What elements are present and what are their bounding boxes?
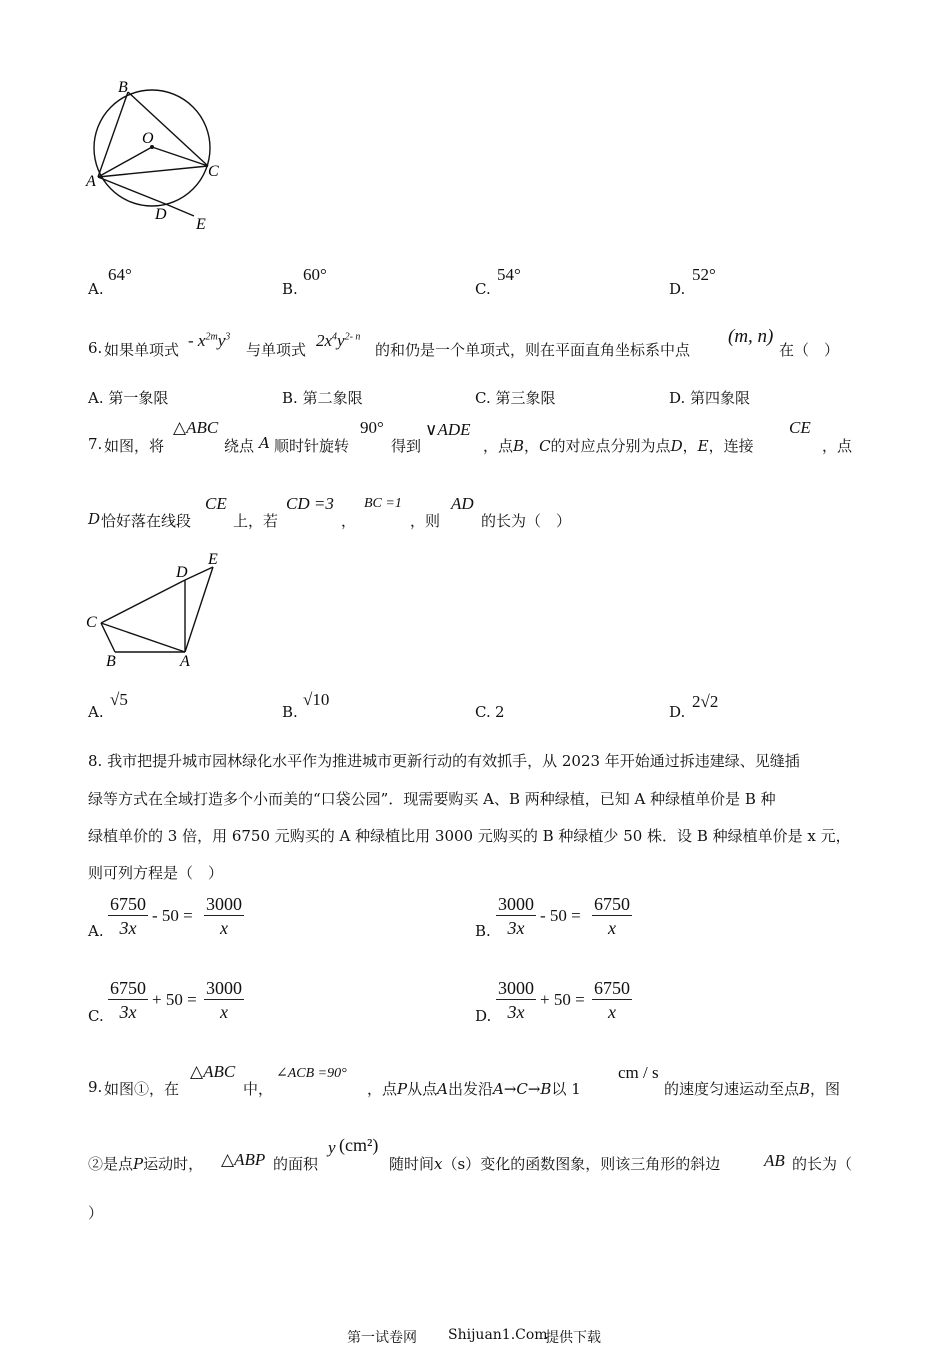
- q9-number: 9.: [88, 1078, 103, 1096]
- q7-triangle-ade: ∨ADE: [425, 420, 471, 439]
- q5-label-o: O: [142, 130, 154, 147]
- q7-text-5: ，点B，C的对应点分别为点D，E，连接: [483, 437, 754, 455]
- q5-label-b: B: [118, 79, 128, 96]
- q9-l2-text-4: 随时间x（s）变化的函数图象，则该三角形的斜边: [389, 1155, 721, 1173]
- q8-option-c-operator: + 50 =: [152, 990, 197, 1009]
- footer-site-url[interactable]: Shijuan1.Com: [448, 1327, 548, 1343]
- q5-label-a: A: [86, 173, 96, 190]
- q9-triangle-abc: △ABC: [190, 1062, 236, 1081]
- q7-option-a-letter: A.: [88, 703, 104, 721]
- q7-l2-point-d: D: [88, 510, 101, 528]
- q9-l3: ）: [88, 1204, 104, 1222]
- q9-text-3: ，点P从点A出发沿A→C→B以 1: [367, 1080, 581, 1098]
- q7-number: 7.: [88, 435, 103, 453]
- q6-text-2: 与单项式: [246, 341, 307, 359]
- q7-l2-bc: BC =1: [364, 496, 402, 511]
- q8-option-b-frac-2: $\frac{6750}{x}$: [594, 894, 630, 938]
- q8-line-3: 绿植单价的 3 倍，用 6750 元购买的 A 种绿植比用 3000 元购买的 B 种绿植少 50 株．设 B 种绿植单价是 x 元，: [88, 827, 851, 845]
- q8-option-c-frac-1: $\frac{6750}{3x}$: [110, 978, 146, 1022]
- q9-text-2: 中，: [243, 1080, 274, 1098]
- q6-option-a: A. 第一象限: [88, 389, 169, 407]
- q5-option-d-letter: D.: [669, 280, 686, 298]
- q9-l2-text-6: 的长为（: [792, 1155, 853, 1173]
- q6-option-c: C. 第三象限: [475, 389, 556, 407]
- q7-l2-ad: AD: [451, 494, 474, 513]
- q8-option-a-operator: - 50 =: [152, 906, 193, 925]
- q5-option-b-value: 60°: [303, 265, 327, 284]
- q8-option-d-operator: + 50 =: [540, 990, 585, 1009]
- q7-text-2: 绕点: [224, 437, 255, 455]
- q9-l2-unit: (cm²): [339, 1135, 379, 1155]
- q7-fig-label-e: E: [208, 551, 218, 568]
- q7-text-8: ，点: [822, 437, 853, 455]
- q8-option-b-operator: - 50 =: [540, 906, 581, 925]
- q7-option-d-value: 2√2: [692, 692, 719, 711]
- q8-option-b-frac-1: $\frac{3000}{3x}$: [498, 894, 534, 938]
- q5-label-e: E: [196, 216, 206, 233]
- q7-l2-segment-ce: CE: [205, 494, 227, 513]
- q8-option-a-frac-2: $\frac{3000}{x}$: [206, 894, 242, 938]
- q6-text-3: 的和仍是一个单项式，则在平面直角坐标系中点: [375, 341, 691, 359]
- q7-option-b-letter: B.: [282, 703, 298, 721]
- q9-l2-text-1: ②是点P运动时，: [88, 1155, 204, 1173]
- q6-text-4: 在（ ）: [779, 341, 840, 359]
- q5-option-a-value: 64°: [108, 265, 132, 284]
- q8-option-c-frac-2: $\frac{3000}{x}$: [206, 978, 242, 1022]
- q7-option-a-value: √5: [110, 690, 128, 709]
- q7-triangle-abc: △ABC: [173, 418, 219, 437]
- q5-label-c: C: [208, 163, 219, 180]
- q7-option-d-letter: D.: [669, 703, 686, 721]
- q7-l2-comma-2: ，则: [410, 512, 441, 530]
- q7-text-4: 得到: [391, 437, 422, 455]
- q6-monomial-2: $2x^4y^{2- n}$: [316, 331, 361, 350]
- q5-label-d: D: [155, 206, 167, 223]
- q7-option-b-value: √10: [303, 690, 330, 709]
- q6-option-d: D. 第四象限: [669, 389, 751, 407]
- q6-option-b: B. 第二象限: [282, 389, 363, 407]
- q6-point: (m, n): [728, 326, 774, 347]
- q5-option-d-value: 52°: [692, 265, 716, 284]
- q8-option-a-frac-1: $\frac{6750}{3x}$: [110, 894, 146, 938]
- q9-l2-triangle-abp: △ABP: [221, 1150, 266, 1169]
- q7-fig-label-a: A: [180, 653, 190, 670]
- q9-text-1: 如图①，在: [104, 1080, 180, 1098]
- q7-fig-label-c: C: [86, 614, 97, 631]
- q9-l2-y: y: [328, 1138, 336, 1157]
- q6-monomial-1: - $x^{2m}y^3$: [188, 331, 231, 350]
- footer-download-text: 提供下载: [545, 1330, 601, 1346]
- q7-l2-text-1: 恰好落在线段: [101, 512, 192, 530]
- q9-l2-text-3: 的面积: [273, 1155, 319, 1173]
- q8-option-c-letter: C.: [88, 1007, 104, 1025]
- q7-segment-ce: CE: [789, 418, 811, 437]
- q7-fig-label-b: B: [106, 653, 116, 670]
- q8-option-d-frac-2: $\frac{6750}{x}$: [594, 978, 630, 1022]
- q5-option-a-letter: A.: [88, 280, 104, 298]
- q7-l2-text-2: 上，若: [233, 512, 279, 530]
- q8-option-d-letter: D.: [475, 1007, 492, 1025]
- q7-point-a: A: [259, 434, 270, 452]
- q8-line-4: 则可列方程是（ ）: [88, 864, 224, 882]
- q5-circle-figure: [80, 70, 230, 240]
- q9-l2-ab: AB: [764, 1151, 785, 1170]
- q7-option-c-letter: C.: [475, 703, 491, 721]
- q8-line-1: 8. 我市把提升城市园林绿化水平作为推进城市更新行动的有效抓手，从 2023 年开始通过拆违建绿、见缝插: [88, 752, 800, 770]
- q9-angle-acb: ∠ACB =90°: [276, 1066, 347, 1081]
- q7-triangle-figure: [80, 545, 240, 675]
- q8-option-b-letter: B.: [475, 922, 491, 940]
- q7-l2-cd: CD =3: [286, 494, 334, 513]
- q6-text-1: 如果单项式: [104, 341, 180, 359]
- q8-option-d-frac-1: $\frac{3000}{3x}$: [498, 978, 534, 1022]
- q8-line-2: 绿等方式在全域打造多个小而美的“口袋公园”．现需要购买 A、B 两种绿植，已知 A 种绿植单价是 B 种: [88, 790, 776, 808]
- q7-l2-text-3: 的长为（ ）: [481, 512, 572, 530]
- q5-option-c-value: 54°: [497, 265, 521, 284]
- q7-angle: 90°: [360, 418, 384, 437]
- q9-unit: cm / s: [618, 1063, 659, 1082]
- q7-fig-label-d: D: [176, 564, 188, 581]
- q5-option-b-letter: B.: [282, 280, 298, 298]
- q7-l2-comma-1: ，: [341, 512, 357, 530]
- q7-text-3: 顺时针旋转: [274, 437, 350, 455]
- q6-number: 6.: [88, 339, 103, 357]
- q9-text-7: 的速度匀速运动至点B，图: [664, 1080, 841, 1098]
- q5-option-c-letter: C.: [475, 280, 491, 298]
- q7-option-c-value: 2: [495, 703, 505, 721]
- footer-site-name: 第一试卷网: [347, 1330, 417, 1346]
- q8-option-a-letter: A.: [88, 922, 104, 940]
- q7-text-1: 如图，将: [104, 437, 165, 455]
